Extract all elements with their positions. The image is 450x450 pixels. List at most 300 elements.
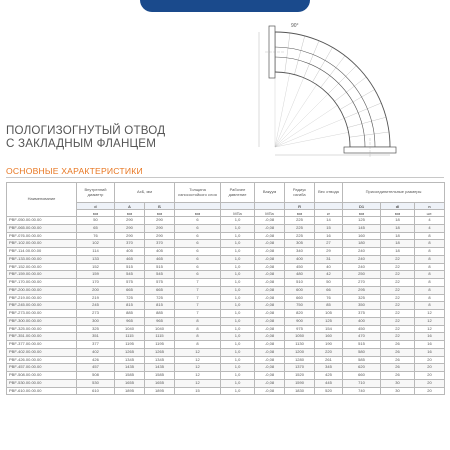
value-cell: 1050 (285, 333, 315, 341)
value-cell: 12 (175, 348, 221, 356)
value-cell: 1895 (145, 387, 175, 395)
unit-cell: шт. (415, 210, 445, 217)
value-cell: 20 (415, 387, 445, 395)
value-cell: 1265 (145, 348, 175, 356)
value-cell: 426 (77, 356, 115, 364)
value-cell: 1,0 (221, 279, 255, 287)
value-cell: 105 (315, 310, 343, 318)
table-row (7, 333, 445, 341)
value-cell: 1,0 (221, 364, 255, 372)
value-cell: 585 (343, 356, 381, 364)
value-cell: -0,08 (255, 294, 285, 302)
product-code-cell: PBF-377.00.00.00 (7, 341, 77, 349)
value-cell: 7 (175, 294, 221, 302)
value-cell: 400 (343, 317, 381, 325)
value-cell: 22 (381, 302, 415, 310)
product-code-cell: PBF-065.00.00.00 (7, 224, 77, 232)
value-cell: 225 (285, 232, 315, 240)
value-cell: 1200 (285, 348, 315, 356)
av-header: АхБ, мм (115, 183, 175, 203)
value-cell: 425 (315, 372, 343, 380)
table-row (7, 348, 445, 356)
value-cell: 76 (77, 232, 115, 240)
value-cell: 6 (175, 224, 221, 232)
value-cell: 325 (77, 325, 115, 333)
symbol-cell: A (115, 203, 145, 210)
value-cell: 885 (115, 310, 145, 318)
value-cell: 30 (381, 387, 415, 395)
unit-cell: кг (315, 210, 343, 217)
value-cell: 22 (381, 294, 415, 302)
value-cell: 15 (315, 224, 343, 232)
value-cell: 225 (285, 224, 315, 232)
value-cell: 665 (145, 286, 175, 294)
value-cell: 1435 (115, 364, 145, 372)
value-cell: 190 (315, 341, 343, 349)
value-cell: 405 (145, 248, 175, 256)
value-cell: 125 (343, 217, 381, 225)
value-cell: -0,08 (255, 310, 285, 318)
product-code-cell: PBF-076.00.00.00 (7, 232, 77, 240)
value-cell: 620 (343, 364, 381, 372)
value-cell: 1,0 (221, 379, 255, 387)
value-cell: 7 (175, 279, 221, 287)
value-cell: 508 (77, 372, 115, 380)
value-cell: -0,08 (255, 387, 285, 395)
value-cell: 8 (175, 341, 221, 349)
value-cell: 220 (315, 348, 343, 356)
value-cell: 22 (381, 333, 415, 341)
value-cell: 660 (285, 294, 315, 302)
unit-cell: мм (175, 210, 221, 217)
value-cell: 1830 (285, 387, 315, 395)
value-cell: 1,0 (221, 341, 255, 349)
value-cell: 1280 (285, 356, 315, 364)
value-cell: 1130 (285, 341, 315, 349)
value-cell: 885 (145, 310, 175, 318)
value-cell: 290 (115, 224, 145, 232)
value-cell: 290 (145, 224, 175, 232)
value-cell: 1195 (115, 341, 145, 349)
value-cell: 180 (343, 240, 381, 248)
unit-cell: мм (77, 210, 115, 217)
value-cell: 600 (285, 286, 315, 294)
value-cell: 400 (285, 255, 315, 263)
value-cell: 725 (115, 294, 145, 302)
value-cell: 1345 (145, 356, 175, 364)
product-code-cell: PBF-426.00.00.00 (7, 356, 77, 364)
section-title: ОСНОВНЫЕ ХАРАКТЕРИСТИКИ (6, 166, 143, 176)
value-cell: 340 (285, 248, 315, 256)
product-code-cell: PBF-159.00.00.00 (7, 271, 77, 279)
value-cell: 12 (415, 310, 445, 318)
value-cell: 530 (77, 379, 115, 387)
product-code-cell: PBF-114.00.00.00 (7, 248, 77, 256)
value-cell: 1040 (145, 325, 175, 333)
value-cell: 26 (381, 348, 415, 356)
value-cell: 6 (175, 255, 221, 263)
value-cell: 8 (415, 248, 445, 256)
value-cell: 250 (343, 271, 381, 279)
value-cell: 510 (285, 279, 315, 287)
value-cell: 545 (145, 271, 175, 279)
value-cell: 6 (175, 271, 221, 279)
inner-diameter-header: Внутренний диаметр (77, 183, 115, 203)
value-cell: 22 (381, 255, 415, 263)
value-cell: 65 (77, 224, 115, 232)
value-cell: 1590 (285, 379, 315, 387)
value-cell: 16 (415, 341, 445, 349)
value-cell: 160 (343, 232, 381, 240)
value-cell: 8 (415, 286, 445, 294)
product-code-cell: PBF-170.00.00.00 (7, 279, 77, 287)
value-cell: 1655 (115, 379, 145, 387)
value-cell: 8 (415, 302, 445, 310)
product-code-cell: PBF-325.00.00.00 (7, 325, 77, 333)
value-cell: 12 (175, 372, 221, 380)
value-cell: 154 (315, 325, 343, 333)
value-cell: 7 (175, 286, 221, 294)
vacuum-header: Вакуум (255, 183, 285, 203)
value-cell: 125 (315, 317, 343, 325)
value-cell: 290 (145, 217, 175, 225)
value-cell: 295 (343, 286, 381, 294)
value-cell: 815 (145, 302, 175, 310)
value-cell: 26 (381, 356, 415, 364)
value-cell: 18 (381, 217, 415, 225)
value-cell: 12 (175, 379, 221, 387)
value-cell: 1,0 (221, 255, 255, 263)
unit-cell: МПа (255, 210, 285, 217)
value-cell: 1655 (145, 379, 175, 387)
table-row (7, 217, 445, 225)
value-cell: 1,0 (221, 240, 255, 248)
value-cell: 1585 (115, 372, 145, 380)
value-cell: 22 (381, 310, 415, 318)
value-cell: 1520 (285, 372, 315, 380)
product-code-cell: PBF-402.00.00.00 (7, 348, 77, 356)
symbol-cell: dl (381, 203, 415, 210)
value-cell: 1,0 (221, 310, 255, 318)
value-cell: 575 (115, 279, 145, 287)
value-cell: 40 (315, 263, 343, 271)
table-row (7, 271, 445, 279)
value-cell: 740 (343, 387, 381, 395)
value-cell: 445 (315, 379, 343, 387)
value-cell: -0,08 (255, 286, 285, 294)
title-line: С ЗАКЛАДНЫМ ФЛАНЦЕМ (6, 137, 157, 150)
value-cell: 375 (343, 310, 381, 318)
unit-cell: мм (115, 210, 145, 217)
value-cell: -0,08 (255, 372, 285, 380)
value-cell: 8 (415, 263, 445, 271)
value-cell: 145 (343, 224, 381, 232)
wall-header: Толщина износостойкого слоя (175, 183, 221, 203)
symbol-cell (255, 203, 285, 210)
value-cell: 290 (145, 232, 175, 240)
value-cell: 29 (315, 248, 343, 256)
product-code-cell: PBF-508.00.00.00 (7, 372, 77, 380)
value-cell: 26 (381, 341, 415, 349)
value-cell: 1370 (285, 364, 315, 372)
value-cell: 450 (343, 325, 381, 333)
value-cell: 515 (343, 341, 381, 349)
symbol-cell (315, 203, 343, 210)
value-cell: 273 (77, 310, 115, 318)
radius-header: Радиус изгиба (285, 183, 315, 203)
value-cell: 1345 (115, 356, 145, 364)
value-cell: 965 (115, 317, 145, 325)
value-cell: 160 (315, 333, 343, 341)
value-cell: 1,0 (221, 333, 255, 341)
table-row (7, 356, 445, 364)
value-cell: 725 (145, 294, 175, 302)
value-cell: 1585 (145, 372, 175, 380)
value-cell: 575 (145, 279, 175, 287)
value-cell: -0,08 (255, 217, 285, 225)
value-cell: 170 (77, 279, 115, 287)
symbol-cell (221, 203, 255, 210)
value-cell: 16 (415, 348, 445, 356)
table-row (7, 279, 445, 287)
value-cell: 50 (315, 279, 343, 287)
pressure-header: Рабочее давление (221, 183, 255, 203)
value-cell: 300 (77, 317, 115, 325)
header-tab (140, 0, 310, 12)
product-code-cell: PBF-457.00.00.00 (7, 364, 77, 372)
value-cell: 200 (77, 286, 115, 294)
value-cell: 26 (381, 372, 415, 380)
value-cell: 1115 (145, 333, 175, 341)
value-cell: -0,08 (255, 263, 285, 271)
value-cell: 8 (175, 325, 221, 333)
angle-label: 90° (291, 23, 299, 29)
value-cell: -0,08 (255, 224, 285, 232)
symbol-cell: d (77, 203, 115, 210)
table-row (7, 364, 445, 372)
value-cell: 114 (77, 248, 115, 256)
value-cell: 815 (115, 302, 145, 310)
value-cell: 15 (175, 387, 221, 395)
value-cell: 8 (415, 279, 445, 287)
value-cell: 12 (175, 364, 221, 372)
value-cell: 22 (381, 271, 415, 279)
value-cell: 8 (175, 317, 221, 325)
symbol-cell: D1 (343, 203, 381, 210)
value-cell: 545 (115, 271, 145, 279)
value-cell: 6 (175, 232, 221, 240)
table-row (7, 294, 445, 302)
value-cell: 1,0 (221, 317, 255, 325)
value-cell: -0,08 (255, 240, 285, 248)
value-cell: 1,0 (221, 356, 255, 364)
value-cell: 20 (415, 356, 445, 364)
section-divider (6, 177, 444, 178)
value-cell: -0,08 (255, 341, 285, 349)
value-cell: 1,0 (221, 224, 255, 232)
value-cell: 26 (381, 364, 415, 372)
value-cell: 1,0 (221, 372, 255, 380)
value-cell: 965 (145, 317, 175, 325)
value-cell: 710 (343, 379, 381, 387)
value-cell: 42 (315, 271, 343, 279)
product-code-cell: PBF-152.00.00.00 (7, 263, 77, 271)
value-cell: 4 (415, 224, 445, 232)
value-cell: 22 (381, 279, 415, 287)
value-cell: 290 (115, 217, 145, 225)
table-row (7, 341, 445, 349)
table-row (7, 224, 445, 232)
value-cell: 1265 (115, 348, 145, 356)
value-cell: 8 (415, 271, 445, 279)
value-cell: 1115 (115, 333, 145, 341)
value-cell: -0,08 (255, 232, 285, 240)
value-cell: 12 (415, 317, 445, 325)
table-row (7, 372, 445, 380)
value-cell: 4 (415, 217, 445, 225)
value-cell: -0,08 (255, 333, 285, 341)
value-cell: 515 (145, 263, 175, 271)
value-cell: 261 (315, 356, 343, 364)
value-cell: 325 (343, 294, 381, 302)
elbow-drawing (255, 18, 405, 158)
value-cell: 20 (415, 379, 445, 387)
value-cell: 6 (175, 248, 221, 256)
value-cell: 159 (77, 271, 115, 279)
product-code-cell: PBF-245.00.00.00 (7, 302, 77, 310)
value-cell: -0,08 (255, 255, 285, 263)
value-cell: 515 (115, 263, 145, 271)
value-cell: -0,08 (255, 317, 285, 325)
table-row (7, 263, 445, 271)
value-cell: 580 (343, 348, 381, 356)
page-title (6, 124, 165, 150)
value-cell: 1,0 (221, 248, 255, 256)
value-cell: 8 (415, 240, 445, 248)
unit-cell: мм (343, 210, 381, 217)
value-cell: 450 (285, 263, 315, 271)
table-row (7, 255, 445, 263)
value-cell: 85 (315, 302, 343, 310)
value-cell: 7 (175, 302, 221, 310)
symbol-cell: n (415, 203, 445, 210)
product-code-cell: PBF-102.00.00.00 (7, 240, 77, 248)
value-cell: 405 (115, 248, 145, 256)
value-cell: 102 (77, 240, 115, 248)
product-code-cell: PBF-530.00.00.00 (7, 379, 77, 387)
unit-cell: мм (381, 210, 415, 217)
value-cell: 22 (381, 263, 415, 271)
value-cell: 76 (315, 294, 343, 302)
table-row (7, 240, 445, 248)
connection-header: Присоединительные размеры (343, 183, 445, 203)
value-cell: 975 (285, 325, 315, 333)
value-cell: 133 (77, 255, 115, 263)
specifications-table (6, 182, 445, 395)
value-cell: 350 (343, 302, 381, 310)
product-code-cell: PBF-219.00.00.00 (7, 294, 77, 302)
value-cell: 16 (315, 232, 343, 240)
value-cell: 465 (115, 255, 145, 263)
value-cell: 66 (315, 286, 343, 294)
value-cell: 152 (77, 263, 115, 271)
value-cell: 610 (77, 387, 115, 395)
value-cell: 1,0 (221, 232, 255, 240)
value-cell: 465 (145, 255, 175, 263)
table-row (7, 286, 445, 294)
value-cell: -0,08 (255, 364, 285, 372)
product-code-cell: PBF-200.00.00.00 (7, 286, 77, 294)
value-cell: 1,0 (221, 294, 255, 302)
value-cell: 240 (343, 248, 381, 256)
value-cell: 345 (315, 364, 343, 372)
unit-cell: МПа (221, 210, 255, 217)
value-cell: 1,0 (221, 286, 255, 294)
value-cell: 6 (175, 263, 221, 271)
weight-header: Вес отвода (315, 183, 343, 203)
value-cell: 402 (77, 348, 115, 356)
product-code-cell: PBF-273.00.00.00 (7, 310, 77, 318)
symbol-cell (175, 203, 221, 210)
value-cell: 750 (285, 302, 315, 310)
value-cell: 31 (315, 255, 343, 263)
value-cell: 1,0 (221, 387, 255, 395)
name-header: Наименование (7, 183, 77, 217)
value-cell: 18 (381, 248, 415, 256)
value-cell: 1895 (115, 387, 145, 395)
value-cell: 900 (285, 317, 315, 325)
value-cell: 50 (77, 217, 115, 225)
value-cell: 16 (415, 333, 445, 341)
value-cell: 377 (77, 341, 115, 349)
symbol-cell: R (285, 203, 315, 210)
value-cell: 20 (415, 364, 445, 372)
value-cell: 8 (415, 255, 445, 263)
value-cell: 480 (285, 271, 315, 279)
value-cell: 1195 (145, 341, 175, 349)
value-cell: 1,0 (221, 348, 255, 356)
value-cell: 6 (175, 240, 221, 248)
value-cell: 1,0 (221, 302, 255, 310)
value-cell: 470 (343, 333, 381, 341)
value-cell: 12 (415, 325, 445, 333)
value-cell: 665 (115, 286, 145, 294)
value-cell: 370 (145, 240, 175, 248)
symbol-cell: Б (145, 203, 175, 210)
value-cell: 8 (415, 294, 445, 302)
value-cell: 457 (77, 364, 115, 372)
value-cell: 240 (343, 263, 381, 271)
table-row (7, 387, 445, 395)
value-cell: 22 (381, 317, 415, 325)
value-cell: 20 (415, 372, 445, 380)
value-cell: 27 (315, 240, 343, 248)
value-cell: 1,0 (221, 263, 255, 271)
table-row (7, 325, 445, 333)
value-cell: 520 (315, 387, 343, 395)
value-cell: 351 (77, 333, 115, 341)
value-cell: 219 (77, 294, 115, 302)
value-cell: -0,08 (255, 379, 285, 387)
value-cell: -0,08 (255, 348, 285, 356)
value-cell: 8 (175, 333, 221, 341)
value-cell: 1040 (115, 325, 145, 333)
title-line: ПОЛОГИЗОГНУТЫЙ ОТВОД (6, 124, 166, 137)
value-cell: 1,0 (221, 325, 255, 333)
table-row (7, 379, 445, 387)
value-cell: 1,0 (221, 217, 255, 225)
value-cell: 12 (175, 356, 221, 364)
